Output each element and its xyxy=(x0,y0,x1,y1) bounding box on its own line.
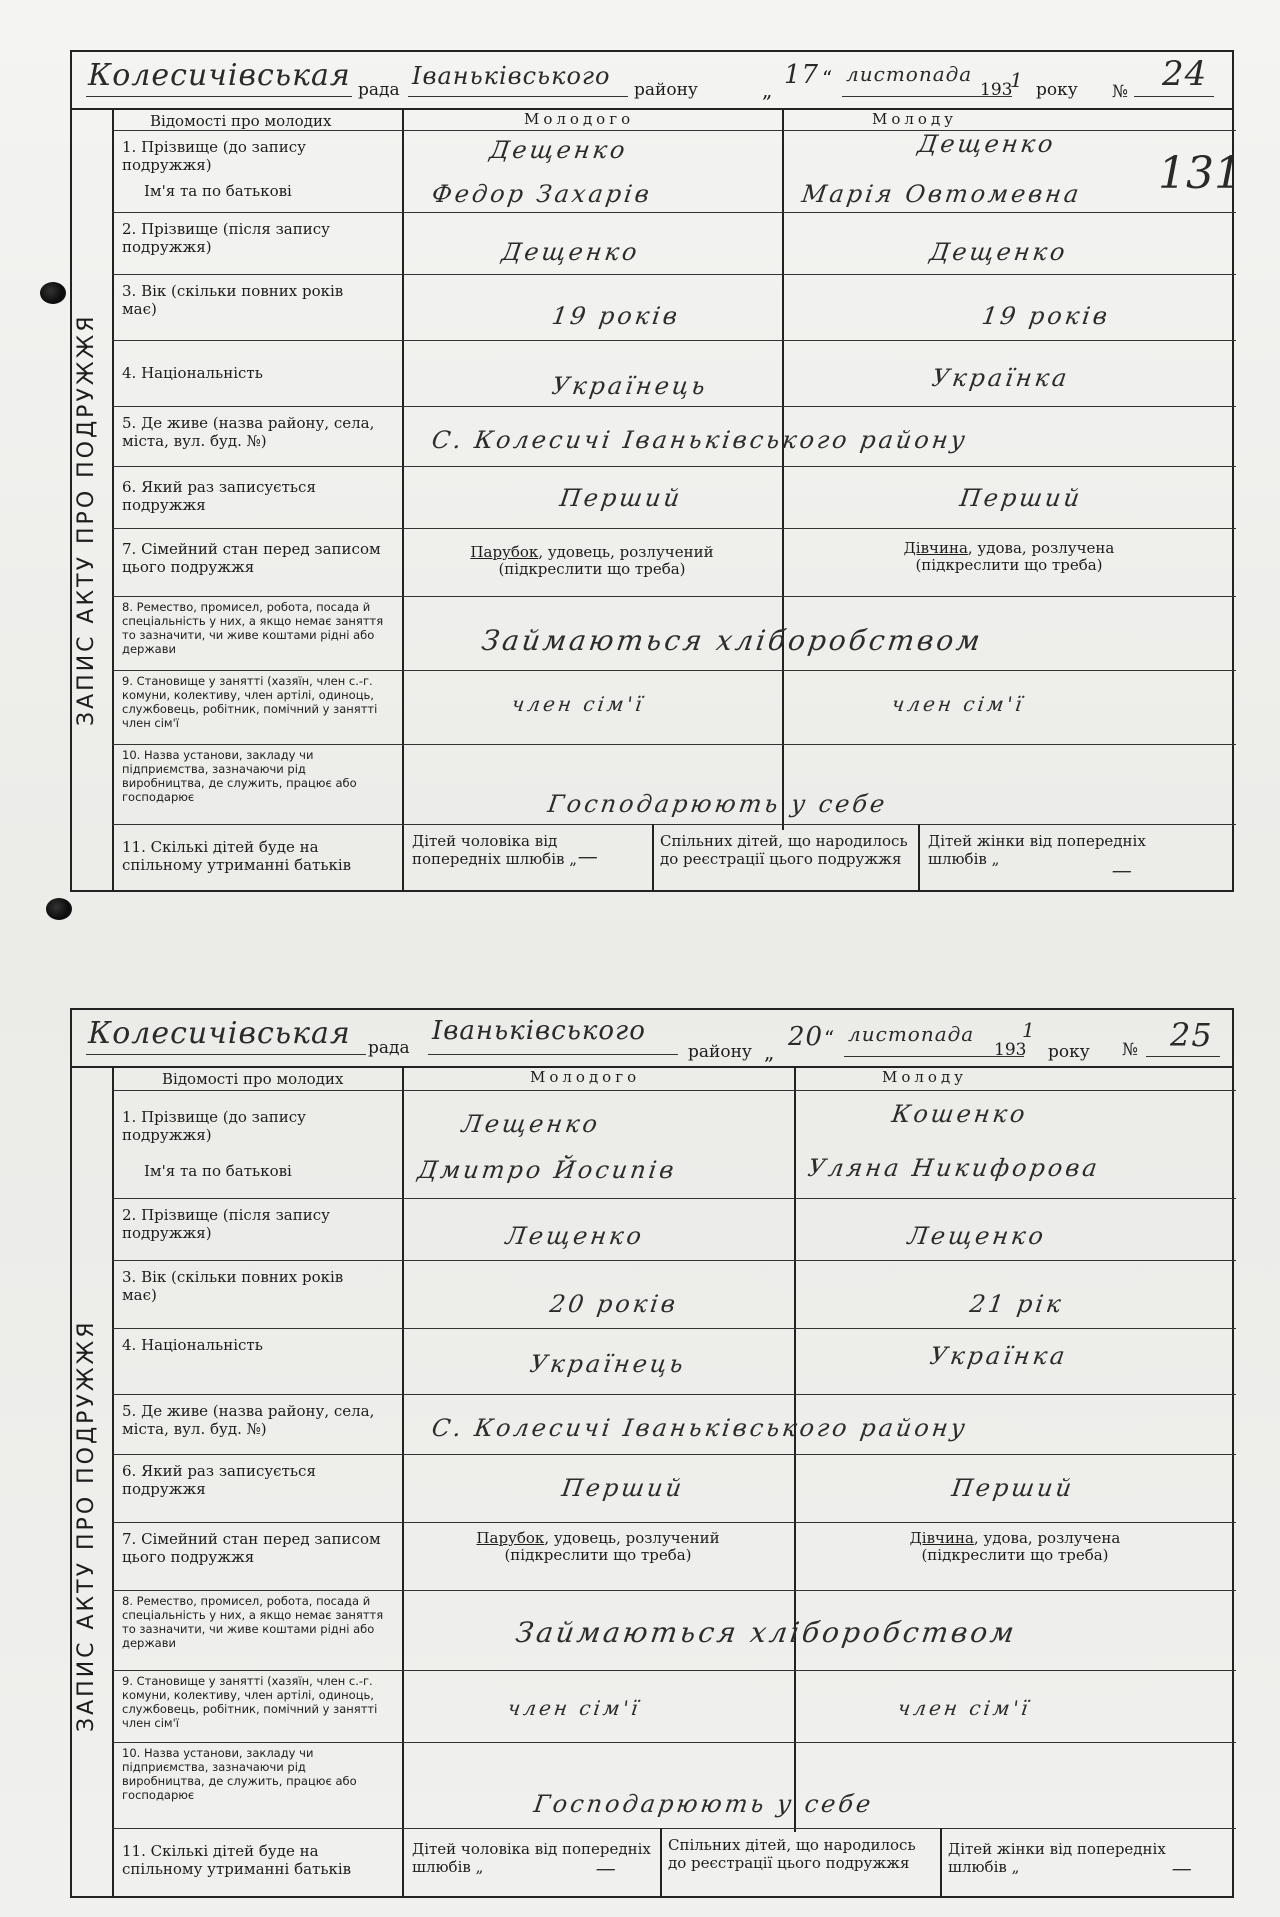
groom-nationality: Українець xyxy=(528,1350,688,1378)
row-2-label: 2. Прізвище (після запису подружжя) xyxy=(122,1206,330,1242)
record-table xyxy=(112,108,1232,890)
groom-surname: Дещенко xyxy=(488,136,630,164)
form-title: ЗАПИС АКТУ ПРО ПОДРУЖЖЯ xyxy=(74,313,99,727)
children-husband: Дітей чоловіка від попередніх шлюбів „ xyxy=(412,832,577,868)
side-title-bar xyxy=(72,1066,114,1896)
groom-marital-status: Парубок, удовець, розлучений (підкреслити що треба) xyxy=(470,543,714,578)
row-4-label: 4. Національність xyxy=(122,1336,263,1354)
row-5-label: 5. Де живе (назва району, села, міста, вул. буд. №) xyxy=(122,1402,375,1438)
children-husband: Дітей чоловіка від попередніх шлюбів „ xyxy=(412,1840,651,1876)
children-wife-dash: — xyxy=(1110,858,1137,882)
groom-position: член сім'ї xyxy=(506,1696,643,1720)
record-number: 25 xyxy=(1170,1016,1213,1054)
groom-times: Перший xyxy=(558,484,685,512)
groom-name: Дмитро Йосипів xyxy=(416,1156,679,1184)
occupation: Займаються хліборобством xyxy=(479,624,985,657)
children-common: Спільних дітей, що народилось до реєстрації цього подружжя xyxy=(668,1836,916,1872)
groom-surname-after: Лещенко xyxy=(504,1222,647,1250)
council-name: Колесичівськая xyxy=(88,58,351,93)
marriage-record-2 xyxy=(70,1008,1234,1898)
bride-age: 19 років xyxy=(980,302,1112,330)
month: листопада xyxy=(848,1022,975,1046)
groom-surname-after: Дещенко xyxy=(500,238,642,266)
children-wife-dash: — xyxy=(1170,1856,1197,1880)
groom-name: Федор Захарів xyxy=(430,180,654,208)
groom-marital-status: Парубок, удовець, розлучений (підкреслити що треба) xyxy=(476,1529,720,1564)
record-table xyxy=(112,1066,1232,1896)
bride-surname-after: Лещенко xyxy=(906,1222,1049,1250)
binding-hole xyxy=(40,282,66,304)
row-2-label: 2. Прізвище (після запису подружжя) xyxy=(122,220,330,256)
bride-surname: Кошенко xyxy=(890,1100,1030,1128)
residence: С. Колесичі Іваньківського району xyxy=(430,426,970,454)
children-husband-dash: — xyxy=(576,844,603,868)
children-wife: Дітей жінки від попередніх шлюбів „ xyxy=(948,1840,1166,1876)
groom-age: 20 років xyxy=(548,1290,680,1318)
record-header: Колесичівськая рада Іваньківського району „ 17 “ листопада 193 1 року № 24 xyxy=(72,52,1232,110)
row-1-label: 1. Прізвище (до запису подружжя) xyxy=(122,1108,307,1144)
binding-hole xyxy=(46,898,72,920)
institution: Господарюють у себе xyxy=(532,1790,876,1818)
bride-position: член сім'ї xyxy=(896,1696,1033,1720)
row-4-label: 4. Національність xyxy=(122,364,263,382)
row-1b-label: Ім'я та по батькові xyxy=(144,1162,292,1180)
groom-nationality: Українець xyxy=(550,372,710,400)
row-6-label: 6. Який раз записується подружжя xyxy=(122,478,316,514)
month: листопада xyxy=(846,62,973,86)
margin-annotation: 131 xyxy=(1158,148,1242,199)
form-title: ЗАПИС АКТУ ПРО ПОДРУЖЖЯ xyxy=(74,1319,99,1733)
number-label: № xyxy=(1122,1040,1139,1060)
col-info-header: Відомості про молодих xyxy=(162,1070,344,1088)
bride-position: член сім'ї xyxy=(890,692,1027,716)
residence: С. Колесичі Іваньківського району xyxy=(430,1414,970,1442)
children-common: Спільних дітей, що народилось до реєстрації цього подружжя xyxy=(660,832,908,868)
bride-surname: Дещенко xyxy=(916,130,1058,158)
col-bride-header: Молоду xyxy=(882,1068,968,1086)
groom-times: Перший xyxy=(560,1474,687,1502)
marriage-record-1 xyxy=(70,50,1234,892)
bride-age: 21 рік xyxy=(968,1290,1066,1318)
row-3-label: 3. Вік (скільки повних років має) xyxy=(122,282,344,318)
record-number: 24 xyxy=(1162,54,1208,94)
occupation: Займаються хліборобством xyxy=(513,1616,1019,1649)
row-1-label: 1. Прізвище (до запису подружжя) xyxy=(122,138,307,174)
bride-name: Уляна Никифорова xyxy=(806,1154,1102,1182)
col-groom-header: Молодого xyxy=(530,1068,641,1086)
record-header: Колесичівськая рада Іваньківського району „ 20 “ листопада 193 1 року № 25 xyxy=(72,1010,1232,1068)
bride-times: Перший xyxy=(958,484,1085,512)
groom-surname: Лещенко xyxy=(460,1110,603,1138)
district-name: Іваньківського xyxy=(412,62,611,90)
col-info-header: Відомості про молодих xyxy=(150,112,332,130)
bride-name: Марія Овтомевна xyxy=(800,180,1084,208)
institution: Господарюють у себе xyxy=(546,790,890,818)
groom-position: член сім'ї xyxy=(510,692,647,716)
row-9-label: 9. Становище у занятті (хазяїн, член с.-г. комуни, колективу, член артілі, одиноць, службовець, робітник, помічний у занятті член сім'ї xyxy=(122,674,378,730)
col-groom-header: Молодого xyxy=(524,110,635,128)
year-digit: 1 xyxy=(1022,1018,1036,1042)
row-8-label: 8. Ремество, промисел, робота, посада й спеціальність у них, а якщо немає заняття то зазначити, чи живе коштами рідні або держави xyxy=(122,600,384,656)
year-digit: 1 xyxy=(1010,68,1024,92)
number-label: № xyxy=(1112,82,1129,102)
bride-marital-status: Дівчина, удова, розлучена (підкреслити що треба) xyxy=(909,1529,1121,1564)
row-3-label: 3. Вік (скільки повних років має) xyxy=(122,1268,344,1304)
row-11-label: 11. Скількі дітей буде на спільному утриманні батьків xyxy=(122,1842,352,1878)
year-prefix: 193 xyxy=(994,1040,1027,1060)
rada-label: рада xyxy=(358,80,400,100)
row-11-label: 11. Скількі дітей буде на спільному утриманні батьків xyxy=(122,838,352,874)
row-8-label: 8. Ремество, промисел, робота, посада й спеціальність у них, а якщо немає заняття то зазначити, чи живе коштами рідні або держави xyxy=(122,1594,384,1650)
row-5-label: 5. Де живе (назва району, села, міста, вул. буд. №) xyxy=(122,414,375,450)
groom-age: 19 років xyxy=(550,302,682,330)
year-suffix: року xyxy=(1036,80,1078,100)
col-bride-header: Молоду xyxy=(872,110,958,128)
bride-times: Перший xyxy=(950,1474,1077,1502)
bride-marital-status: Дівчина, удова, розлучена (підкреслити що треба) xyxy=(903,539,1115,574)
rada-label: рада xyxy=(368,1038,410,1058)
raion-label: району xyxy=(688,1042,752,1062)
row-7-label: 7. Сімейний стан перед записом цього подружжя xyxy=(122,540,381,576)
side-title-bar xyxy=(72,108,114,890)
day: 20 xyxy=(788,1022,824,1052)
row-1b-label: Ім'я та по батькові xyxy=(144,182,292,200)
children-husband-dash: — xyxy=(594,1856,621,1880)
children-wife: Дітей жінки від попередніх шлюбів „ xyxy=(928,832,1146,868)
raion-label: району xyxy=(634,80,698,100)
row-10-label: 10. Назва установи, закладу чи підприємства, зазначаючи рід виробництва, де служить, працює або господарює xyxy=(122,1746,357,1802)
bride-nationality: Українка xyxy=(930,364,1072,392)
day: 17 xyxy=(784,60,820,90)
district-name: Іваньківського xyxy=(432,1016,646,1046)
year-prefix: 193 xyxy=(980,80,1013,100)
bride-nationality: Українка xyxy=(928,1342,1070,1370)
year-suffix: року xyxy=(1048,1042,1090,1062)
council-name: Колесичівськая xyxy=(88,1016,351,1051)
row-7-label: 7. Сімейний стан перед записом цього подружжя xyxy=(122,1530,381,1566)
bride-surname-after: Дещенко xyxy=(928,238,1070,266)
row-9-label: 9. Становище у занятті (хазяїн, член с.-г. комуни, колективу, член артілі, одиноць, службовець, робітник, помічний у занятті член сім'ї xyxy=(122,1674,378,1730)
row-10-label: 10. Назва установи, закладу чи підприємства, зазначаючи рід виробництва, де служить, працює або господарює xyxy=(122,748,357,804)
row-6-label: 6. Який раз записується подружжя xyxy=(122,1462,316,1498)
